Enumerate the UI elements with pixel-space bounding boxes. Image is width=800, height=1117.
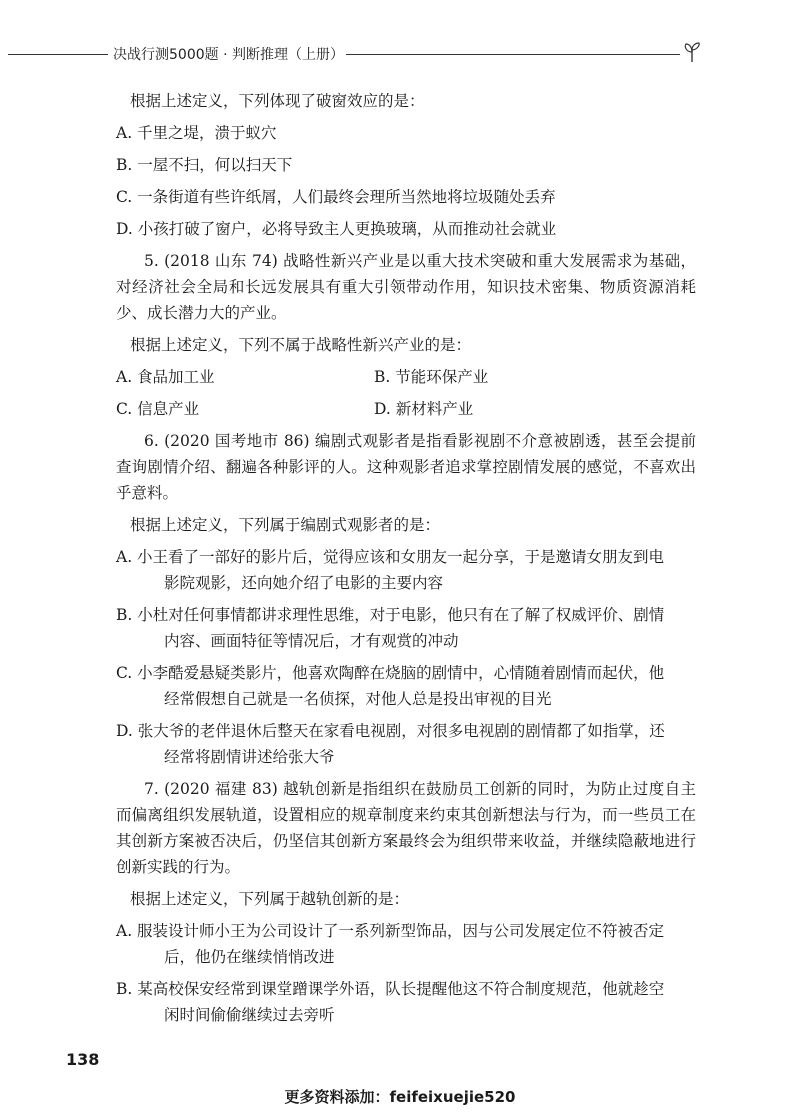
page-number: 138: [66, 1050, 100, 1069]
q7-text: 7. (2020 福建 83) 越轨创新是指组织在鼓励员工创新的同时，为防止过度自主而偏离组织发展轨道，设置相应的规章制度来约束其创新想法与行为，而一些员工在其创新方案被否决后，仍坚信其创新方案最终会为组织带来收益，并继续隐蔽地进行创新实践的行为。: [116, 780, 696, 876]
q5-option-c: C. 信息产业: [116, 400, 200, 418]
q6-option-b: [116, 602, 696, 654]
q6-text: 6. (2020 国考地市 86) 编剧式观影者是指看影视剧不介意被剧透，甚至会提前查询剧情介绍、翻遍各种影评的人。这种观影者追求掌控剧情发展的感觉，不喜欢出乎意料。: [116, 432, 696, 502]
header-rule-right: [346, 54, 680, 55]
q6-option-b-line2: 内容、画面特征等情况后，才有观赏的冲动: [164, 632, 459, 650]
q7-option-a-line2: 后，他仍在继续悄悄改进: [164, 948, 335, 966]
q5-options-row-1: [116, 364, 696, 390]
footer-note: 更多资料添加：feifeixuejie520: [284, 1088, 516, 1106]
q7-option-a-line1: A. 服装设计师小王为公司设计了一系列新型饰品，因与公司发展定位不符被否定: [116, 922, 665, 940]
q5-option-a: A. 食品加工业: [116, 368, 215, 386]
q6-option-d-line1: D. 张大爷的老伴退休后整天在家看电视剧，对很多电视剧的剧情都了如指掌，还: [116, 722, 665, 740]
q6-stem: 根据上述定义，下列属于编剧式观影者的是：: [130, 516, 441, 534]
q5-stem: 根据上述定义，下列不属于战略性新兴产业的是：: [130, 336, 472, 354]
q6-option-d: [116, 718, 696, 770]
page-content: [116, 88, 696, 1034]
q6-option-b-line1: B. 小杜对任何事情都讲求理性思维，对于电影，他只有在了解了权威评价、剧情: [116, 606, 665, 624]
q6-option-a-line2: 影院观影，还向她介绍了电影的主要内容: [164, 574, 444, 592]
book-title: 决战行测5000题 · 判断推理（上册）: [113, 47, 344, 63]
q4-option-d: D. 小孩打破了窗户，必将导致主人更换玻璃，从而推动社会就业: [116, 220, 557, 238]
q7-option-b-line2: 闲时间偷偷继续过去旁听: [164, 1006, 335, 1024]
q5-option-b: B. 节能环保产业: [374, 368, 489, 386]
q6-option-c-line1: C. 小李酷爱悬疑类影片，他喜欢陶醉在烧脑的剧情中，心情随着剧情而起伏，他: [116, 664, 665, 682]
running-header: [0, 38, 800, 68]
q7-stem: 根据上述定义，下列属于越轨创新的是：: [130, 890, 410, 908]
sprout-icon: [680, 40, 704, 64]
q6-option-d-line2: 经常将剧情讲述给张大爷: [164, 748, 335, 766]
q6-option-c: [116, 660, 696, 712]
q7-option-b: [116, 976, 696, 1028]
q7-option-b-line1: B. 某高校保安经常到课堂蹭课学外语，队长提醒他这不符合制度规范，他就趁空: [116, 980, 665, 998]
q4-stem: 根据上述定义，下列体现了破窗效应的是：: [130, 92, 425, 110]
q5-option-d: D. 新材料产业: [374, 400, 474, 418]
q6-option-a: [116, 544, 696, 596]
q6-option-c-line2: 经常假想自己就是一名侦探，对他人总是投出审视的目光: [164, 690, 552, 708]
q6-option-a-line1: A. 小王看了一部好的影片后，觉得应该和女朋友一起分享，于是邀请女朋友到电: [116, 548, 665, 566]
q4-option-c: C. 一条街道有些许纸屑，人们最终会理所当然地将垃圾随处丢弃: [116, 188, 556, 206]
header-rule-left: [8, 54, 108, 55]
q5-options-row-2: [116, 396, 696, 422]
q5-text: 5. (2018 山东 74) 战略性新兴产业是以重大技术突破和重大发展需求为基础，对经济社会全局和长远发展具有重大引领带动作用，知识技术密集、物质资源消耗少、成长潜力大的产业。: [116, 252, 696, 322]
q4-option-a: A. 千里之堤，溃于蚁穴: [116, 124, 277, 142]
q4-option-b: B. 一屋不扫，何以扫天下: [116, 156, 293, 174]
q7-option-a: [116, 918, 696, 970]
